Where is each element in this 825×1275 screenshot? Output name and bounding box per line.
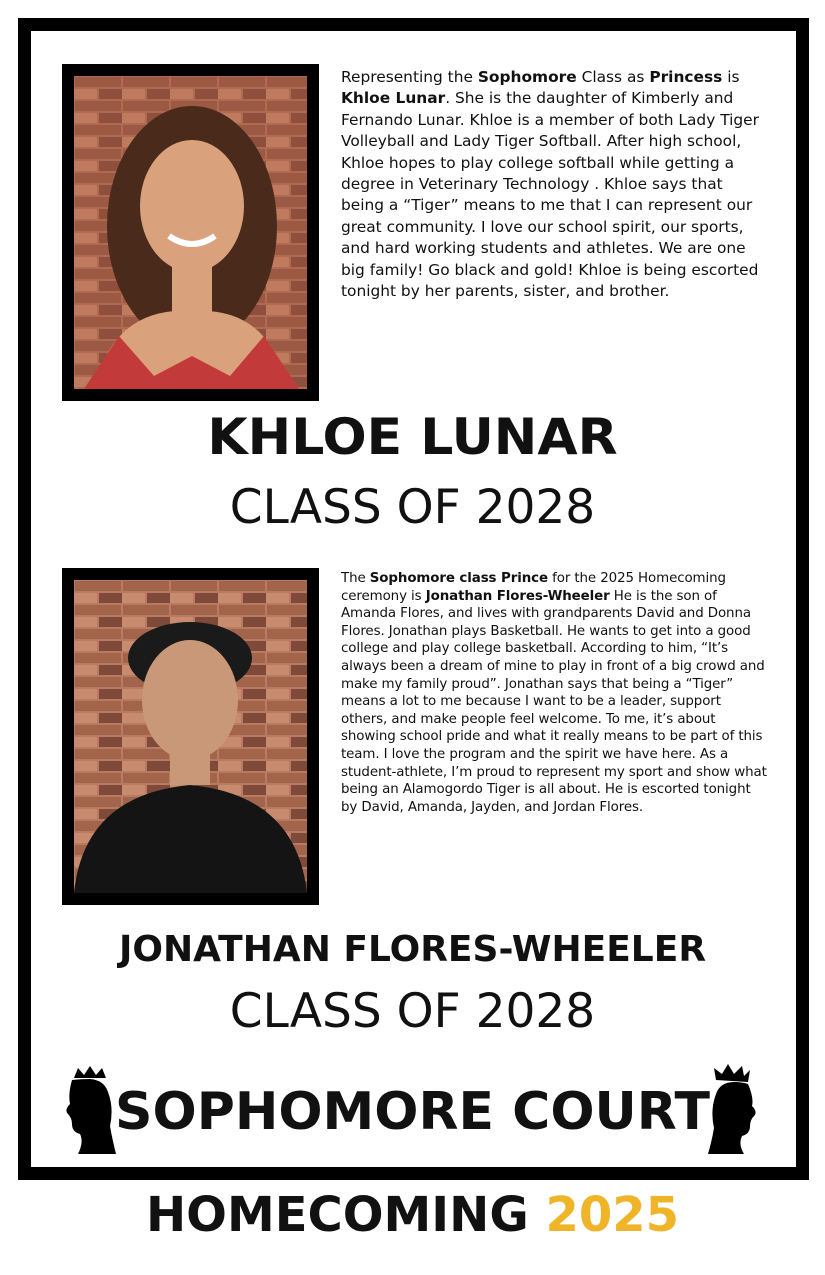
- princess-bio-segment: . She is the daughter of Kimberly and Fernando Lunar. Khloe is a member of both Lady Tiger Volleyball and Lady Tiger Softball. After high school, Khloe hopes to play college softball while getting a degree in Veterinary Technology . Khloe says that being a “Tiger” means to me that I can represent our great community. I love our school spirit, our sports, and hard working students and athletes. We are one big family! Go black and gold! Khloe is being escorted tonight by her parents, sister, and brother.: [341, 89, 759, 301]
- princess-portrait-image: [74, 76, 307, 389]
- princess-bio: [341, 67, 765, 302]
- prince-bio-segment: He is the son of Amanda Flores, and lives with grandparents David and Donna Flores. Jonathan plays Basketball. He wants to get into a good college and play college basketball. According to him, “It’s always been a dream of mine to play in front of a big crowd and make my family proud”. Jonathan says that being a “Tiger” means a lot to me because I want to be a leader, support others, and make people feel welcome. To me, it’s about showing school pride and what it really means to be part of this team. I love the program and the spirit we have here. As a student-athlete, I’m proud to represent my sport and show what being an Alamogordo Tiger is all about. He is escorted tonight by David, Amanda, Jayden, and Jordan Flores.: [341, 588, 767, 815]
- prince-portrait-image: [74, 580, 307, 893]
- princess-bio-segment: Khloe Lunar: [341, 89, 446, 108]
- princess-name: KHLOE LUNAR: [207, 408, 618, 466]
- prince-photo: [62, 568, 319, 905]
- footer-year: 2025: [545, 1187, 680, 1243]
- prince-name: JONATHAN FLORES-WHEELER: [118, 929, 707, 970]
- prince-bio-segment: Jonathan Flores-Wheeler: [425, 588, 610, 604]
- princess-bio-segment: Class as: [576, 68, 650, 86]
- prince-bio: [341, 570, 767, 816]
- prince-bio-segment: The: [341, 571, 370, 586]
- princess-bio-segment: Sophomore: [477, 68, 577, 86]
- prince-bio-segment: for the 2025 Homecoming ceremony is: [341, 571, 726, 604]
- princess-bio-segment: is: [722, 68, 740, 86]
- prince-bio-segment: Sophomore class Prince: [369, 571, 548, 586]
- prince-class-year: CLASS OF 2028: [229, 984, 596, 1039]
- princess-bio-segment: Representing the: [341, 68, 478, 86]
- princess-photo: [62, 64, 319, 401]
- court-title: SOPHOMORE COURT: [115, 1082, 710, 1142]
- footer-word: HOMECOMING: [145, 1187, 546, 1243]
- homecoming-footer: [0, 1184, 825, 1246]
- princess-class-year: CLASS OF 2028: [229, 480, 596, 535]
- princess-bio-segment: Princess: [649, 68, 723, 86]
